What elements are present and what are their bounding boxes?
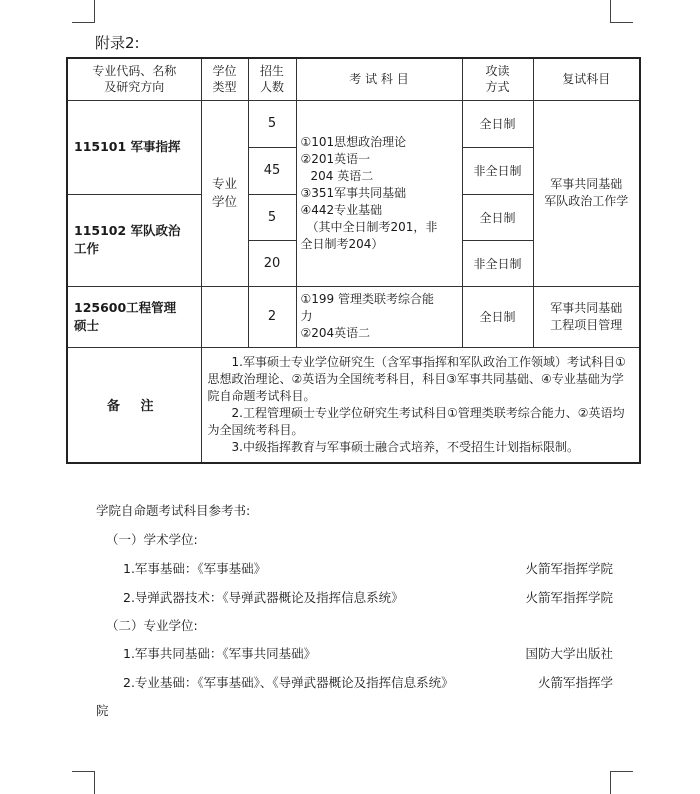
reference-book: 1.军事基础：《军事基础》 <box>123 561 267 576</box>
enrollment-count: 5 <box>248 194 296 240</box>
header-degree-type: 学位 类型 <box>201 58 248 100</box>
major-125600: 125600工程管理 硕士 <box>67 286 201 347</box>
reference-book: 1.军事共同基础：《军事共同基础》 <box>123 646 317 661</box>
reference-publisher: 火箭军指挥学 <box>537 675 613 690</box>
reference-book: 2.专业基础：《军事基础》、《导弹武器概论及指挥信息系统》 <box>123 675 454 690</box>
degree-type-cell: 专业 学位 <box>201 100 248 286</box>
crop-mark-bottom-right <box>610 771 633 794</box>
study-mode: 全日制 <box>462 194 533 240</box>
exam-subjects-table <box>66 57 641 464</box>
retest-subjects-engineering: 军事共同基础 工程项目管理 <box>533 286 640 347</box>
references-category-professional: （二）专业学位: <box>106 618 198 633</box>
reference-book: 2.导弹武器技术：《导弹武器概论及指挥信息系统》 <box>123 590 404 605</box>
references-title: 学院自命题考试科目参考书: <box>96 503 251 518</box>
remarks-label: 备 注 <box>67 347 201 463</box>
header-enrollment: 招生 人数 <box>248 58 296 100</box>
enrollment-count: 45 <box>248 147 296 194</box>
study-mode: 非全日制 <box>462 147 533 194</box>
study-mode: 非全日制 <box>462 240 533 286</box>
header-exam-subjects: 考 试 科 目 <box>296 58 462 100</box>
header-study-mode: 攻读 方式 <box>462 58 533 100</box>
header-retest-subjects: 复试科目 <box>533 58 640 100</box>
appendix-title: 附录2: <box>95 34 140 52</box>
header-major: 专业代码、名称 及研究方向 <box>67 58 201 100</box>
retest-subjects-military: 军事共同基础 军队政治工作学 <box>533 100 640 286</box>
degree-type-cell-empty <box>201 286 248 347</box>
reference-publisher: 火箭军指挥学院 <box>525 590 613 605</box>
reference-publisher: 国防大学出版社 <box>525 646 613 661</box>
major-115102: 115102 军队政治 工作 <box>67 194 201 286</box>
enrollment-count: 2 <box>248 286 296 347</box>
reference-publisher-continued: 院 <box>96 703 109 718</box>
table-row <box>67 286 640 347</box>
remarks-text <box>201 347 640 463</box>
reference-publisher: 火箭军指挥学院 <box>525 561 613 576</box>
remarks-row <box>67 347 640 463</box>
enrollment-count: 5 <box>248 100 296 147</box>
enrollment-count: 20 <box>248 240 296 286</box>
major-115101: 115101 军事指挥 <box>67 100 201 194</box>
crop-mark-bottom-left <box>72 771 95 794</box>
study-mode: 全日制 <box>462 100 533 147</box>
crop-mark-top-right <box>610 0 633 23</box>
table-header-row <box>67 58 640 100</box>
remark-item: 1.军事硕士专业学位研究生（含军事指挥和军队政治工作领域）考试科目①思想政治理论、②英语为全国统考科目，科目③军事共同基础、④专业基础为学院自命题考试科目。 <box>207 354 626 403</box>
study-mode: 全日制 <box>462 286 533 347</box>
remark-item: 2.工程管理硕士专业学位研究生考试科目①管理类联考综合能力、②英语均为全国统考科目。 <box>207 405 625 437</box>
references-category-academic: （一）学术学位: <box>106 532 198 547</box>
exam-subjects-engineering: ①199 管理类联考综合能 力 ②204英语二 <box>296 286 462 347</box>
remark-item: 3.中级指挥教育与军事硕士融合式培养，不受招生计划指标限制。 <box>231 439 579 454</box>
table-row <box>67 100 640 147</box>
exam-subjects-military: ①101思想政治理论 ②201英语一 204 英语二 ③351军事共同基础 ④442专业基础 （其中全日制考201，非 全日制考204） <box>296 100 462 286</box>
crop-mark-top-left <box>72 0 95 23</box>
